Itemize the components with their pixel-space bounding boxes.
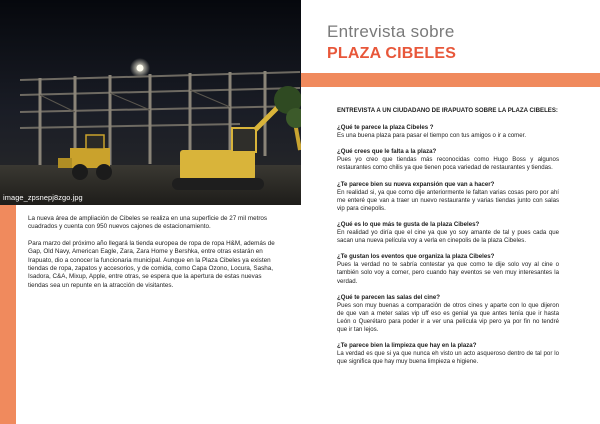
interview-item [337,294,559,334]
interview-intro: ENTREVISTA A UN CIUDADANO DE IRAPUATO SOBRE LA PLAZA CIBELES: [337,107,558,114]
interview-item [337,342,559,366]
construction-photo [0,0,301,205]
interview-question: ¿Qué crees que le falta a la plaza? [337,148,437,156]
page-title: PLAZA CIBELES [327,45,457,62]
construction-night-image [0,0,301,205]
interview-section [337,107,559,374]
interview-question: ¿Qué te parecen las salas del cine? [337,293,440,301]
interview-answer: Es una buena plaza para pasar el tiempo con tus amigos o ir a comer. [337,132,527,140]
right-page [301,0,600,424]
interview-question: ¿Qué es lo que más te gusta de la plaza Cibeles? [337,220,480,228]
article-paragraph: Para marzo del próximo año llegará la tienda europea de ropa de ropa H&M, además de Gap, Old Navy, American Eagle, Zara, Zara Home y Bershka, entre otras estarán en Irapuato, dio a conocer la funcionaria municipal. Aunque en la Plaza Cibeles ya existen tiendas de ropa, zapatos y accesorios, y de comida, como Capa Ozono, Locura, Sasha, Isadora, C&A, Mixup, Apple, entre otras, se espera que la apertura de estas nuevas tiendas sea un repunte en la atracción de visitantes. [28,239,275,289]
photo-caption: image_zpsnepj8zgo.jpg [3,193,83,202]
interview-item [337,148,559,172]
interview-item [337,221,559,245]
interview-question: ¿Te gustan los eventos que organiza la plaza Cibeles? [337,253,495,261]
interview-question: ¿Qué te parece la plaza Cibeles ? [337,124,434,132]
interview-item [337,253,559,285]
interview-answer: En realidad si, ya que como dije anteriormente le faltan varias cosas pero por ahí me enteré que van a traer un nuevo restaurante y varias tiendas junto con salas vip para cinepolis. [337,188,559,212]
article-body [28,215,283,298]
interview-question: ¿Te parece bien la limpieza que hay en la plaza? [337,342,477,350]
interview-answer: Pues la verdad no te sabría contestar ya que como te dije solo voy al cine o también solo voy a comer, pero cuando hay eventos se ven muy interesantes la verdad. [337,261,559,285]
interview-item [337,124,559,140]
interview-answer: Pues son muy buenas a comparación de otros cines y aparte con lo que dijeron de que van a meter salas vip uff eso es genial ya que antes tenía que ir hasta León o Querétaro para poder ir a ver una película vip pero ya por fin no tendré que ir tan lejos. [337,301,559,333]
article-paragraph: La nueva área de ampliación de Cibeles se realiza en una superficie de 27 mil metros cuadrados y cuenta con 950 nuevos cajones de estacionamiento. [28,215,268,231]
heading-kicker: Entrevista sobre [327,22,455,41]
interview-item [337,181,559,213]
interview-answer: Pues yo creo que tiendas más reconocidas como Hugo Boss y algunos restaurantes como chilis ya que tienen poca variedad de restaurantes y tiendas. [337,156,559,172]
interview-answer: En realidad yo diría que el cine ya que yo soy amante de tal y pues cada que sacan una nueva película voy a verla en cinepolis de la plaza Cibeles. [337,229,559,245]
orange-accent-band [301,73,600,87]
interview-answer: La verdad es que si ya que nunca eh visto un acto asqueroso dentro de tal por lo que significa que hay muy buena limpieza e higiene. [337,350,559,366]
interview-question: ¿Te parece bien su nueva expansión que van a hacer? [337,180,495,188]
